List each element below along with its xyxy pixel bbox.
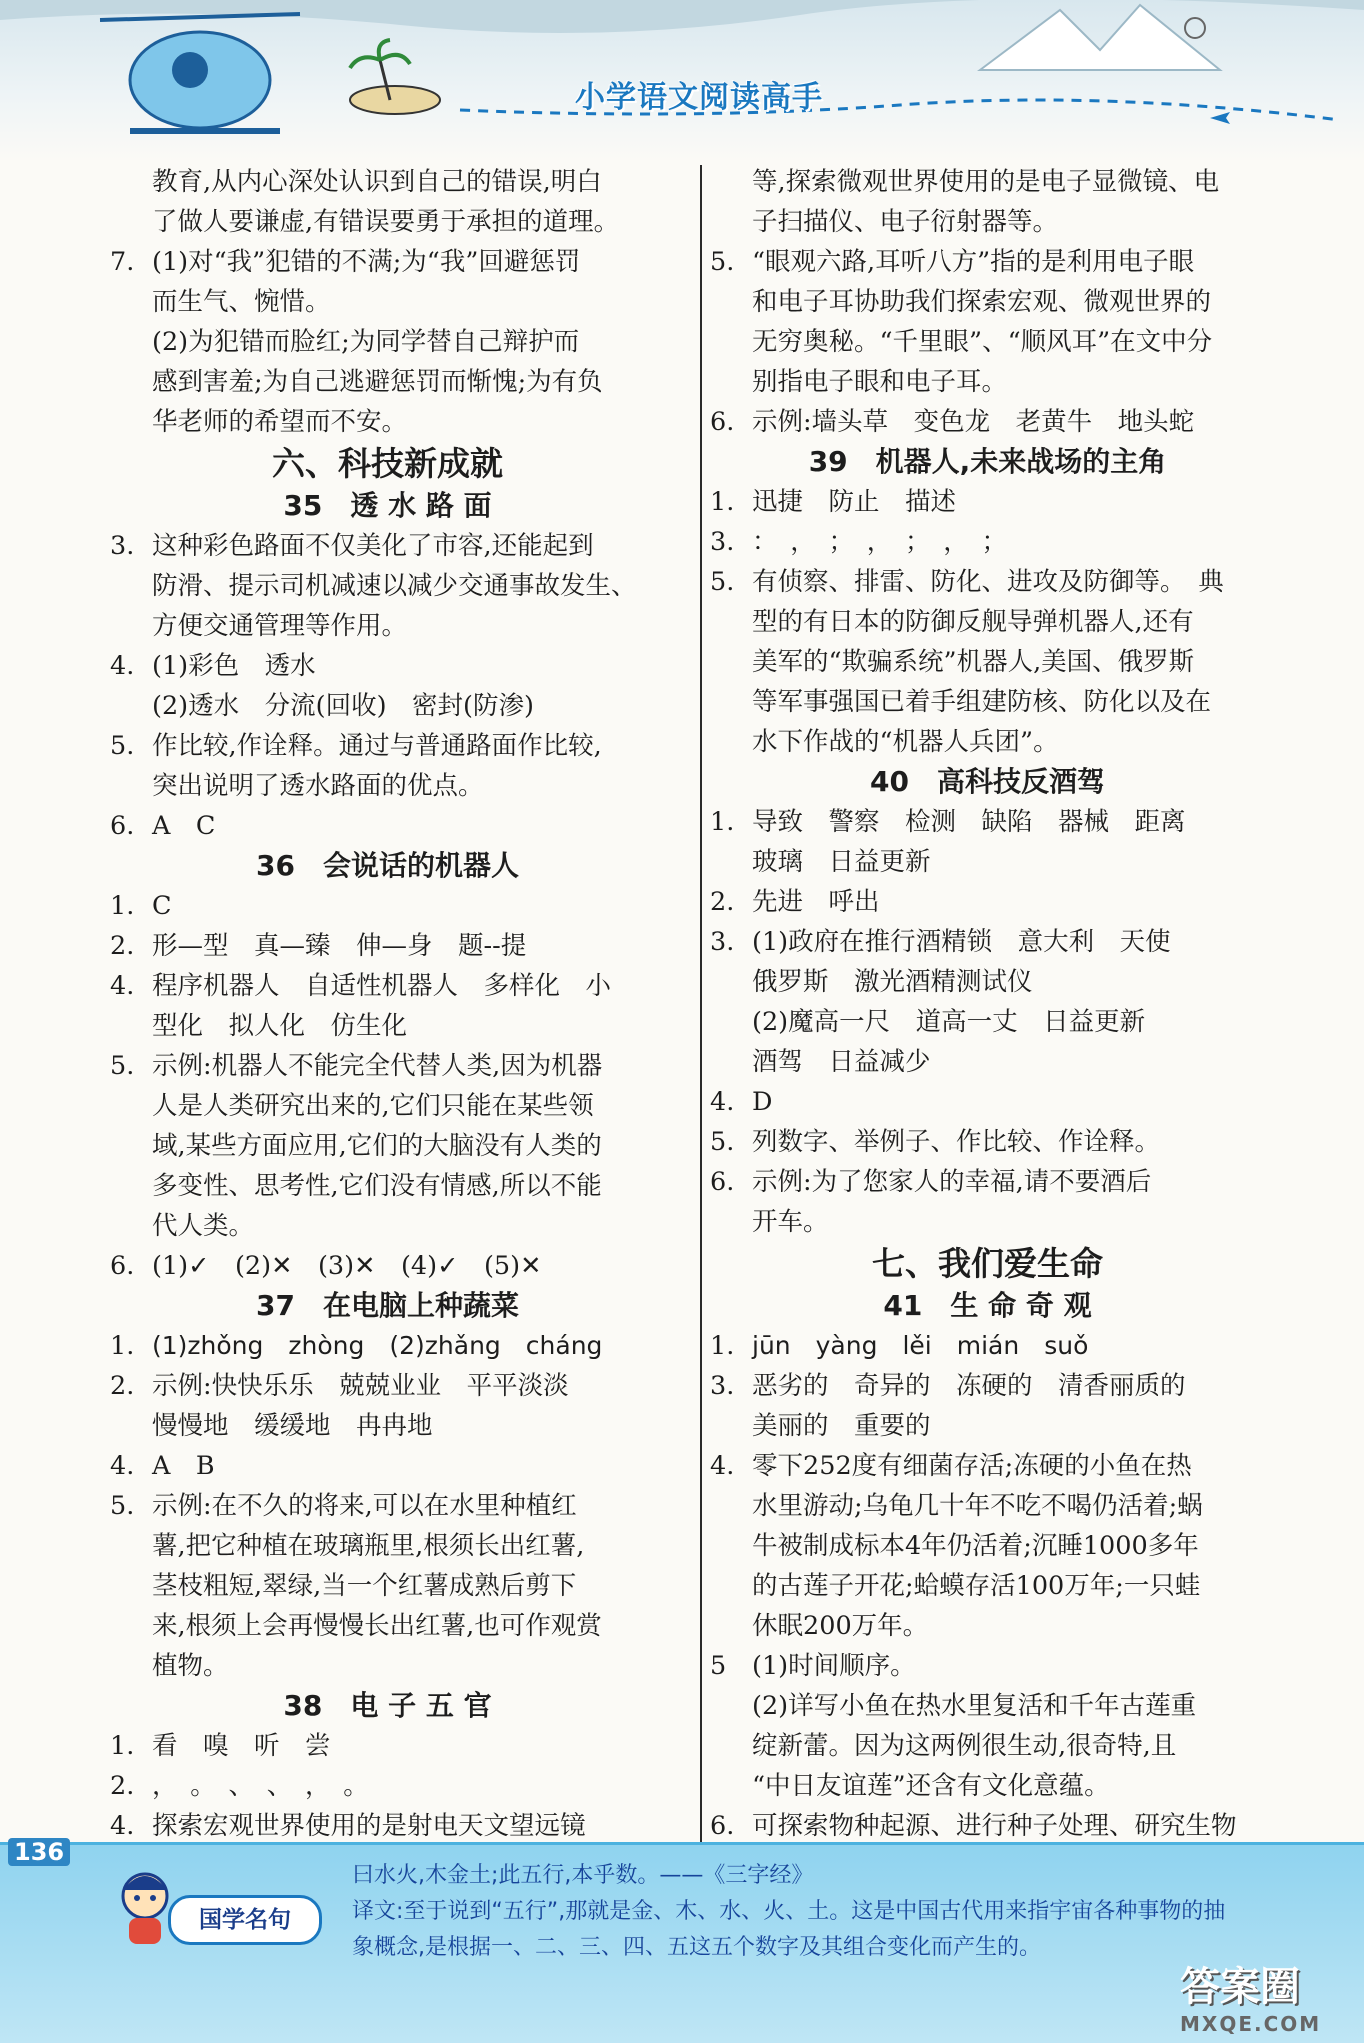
- watermark: [1180, 1955, 1321, 2036]
- text-line: 美丽的 重要的: [752, 1411, 931, 1441]
- text-line: 域,某些方面应用,它们的大脑没有人类的: [152, 1131, 602, 1161]
- item-number: 4.: [110, 1451, 135, 1481]
- text-line: 别指电子眼和电子耳。: [752, 367, 1008, 397]
- item-number: 5: [710, 1651, 727, 1681]
- answer-item: [710, 1162, 1265, 1242]
- item-number: 1.: [710, 487, 735, 517]
- answer-item: [110, 242, 665, 442]
- item-number: 2.: [710, 887, 735, 917]
- answer-item: [710, 522, 1265, 562]
- text-line: (2)透水 分流(回收) 密封(防渗): [152, 691, 534, 721]
- answer-item: [110, 1366, 665, 1446]
- text-line: 示例:为了您家人的幸福,请不要酒后: [752, 1167, 1152, 1197]
- text-line: 防滑、提示司机减速以减少交通事故发生、: [152, 571, 637, 601]
- text-line: A C: [152, 811, 216, 841]
- answer-item: [110, 1246, 665, 1286]
- answer-item: [710, 1646, 1265, 1806]
- footer-quote-block: [352, 1858, 1272, 1966]
- text-line: 玻璃 日益更新: [752, 847, 931, 877]
- item-number: 1.: [110, 1731, 135, 1761]
- item-number: 1.: [110, 891, 135, 921]
- text-line: (1)政府在推行酒精锁 意大利 天使: [752, 927, 1171, 957]
- lesson-title: 36 会说话的机器人: [256, 849, 519, 882]
- item-number: 4.: [710, 1451, 735, 1481]
- text-line: 水里游动;乌龟几十年不吃不喝仍活着;蜗: [752, 1491, 1203, 1521]
- item-number: 3.: [710, 927, 735, 957]
- quote-line: 曰水火,木金土;此五行,本乎数。——《三字经》: [352, 1863, 814, 1888]
- text-line: 慢慢地 缓缓地 冉冉地: [152, 1411, 433, 1441]
- item-number: 6.: [710, 1811, 735, 1841]
- text-line: (1)zhǒng zhòng (2)zhǎng cháng: [152, 1331, 603, 1360]
- text-line: 型化 拟人化 仿生化: [152, 1011, 408, 1041]
- text-line: 探索宏观世界使用的是射电天文望远镜: [152, 1811, 586, 1841]
- text-line: 形—型 真—臻 伸—身 题--提: [152, 931, 527, 961]
- text-line: 迅捷 防止 描述: [752, 487, 957, 517]
- item-number: 3.: [110, 531, 135, 561]
- answer-item: [710, 1806, 1265, 1846]
- text-line: 子扫描仪、电子衍射器等。: [752, 207, 1059, 237]
- text-line: (1)时间顺序。: [752, 1651, 916, 1681]
- answer-item: [710, 1366, 1265, 1446]
- text-line: 等,探索微观世界使用的是电子显微镜、电: [752, 167, 1220, 197]
- answer-item: [110, 1806, 665, 1846]
- answer-item: [710, 242, 1265, 402]
- text-line: 感到害羞;为自己逃避惩罚而惭愧;为有负: [152, 367, 603, 397]
- text-line: jūn yàng lěi mián suǒ: [752, 1331, 1089, 1360]
- answer-item: [710, 1122, 1265, 1162]
- answer-item: [110, 726, 665, 806]
- item-number: 1.: [710, 1331, 735, 1361]
- text-line: 可探索物种起源、进行种子处理、研究生物: [752, 1811, 1237, 1841]
- text-line: 教育,从内心深处认识到自己的错误,明白: [152, 167, 602, 197]
- text-line: 示例:墙头草 变色龙 老黄牛 地头蛇: [752, 407, 1195, 437]
- item-number: 5.: [710, 1127, 735, 1157]
- text-line: 人是人类研究出来的,它们只能在某些领: [152, 1091, 594, 1121]
- answer-item: [110, 886, 665, 926]
- item-number: 5.: [710, 567, 735, 597]
- item-number: 2.: [110, 1771, 135, 1801]
- text-line: (2)为犯错而脸红;为同学替自己辩护而: [152, 327, 580, 357]
- lesson-title: 35 透 水 路 面: [283, 489, 492, 522]
- text-line: 和电子耳协助我们探索宏观、微观世界的: [752, 287, 1212, 317]
- text-line: ， 。 、 、 ， 。: [152, 1771, 369, 1801]
- text-line: D: [752, 1087, 773, 1117]
- answer-item: [710, 1326, 1265, 1366]
- answer-item: [110, 1326, 665, 1366]
- column-divider: [700, 165, 702, 1845]
- answer-item: [110, 1446, 665, 1486]
- text-line: 恶劣的 奇异的 冻硬的 清香丽质的: [752, 1371, 1186, 1401]
- text-line: 华老师的希望而不安。: [152, 407, 408, 437]
- item-number: 2.: [110, 1371, 135, 1401]
- text-line: (1)彩色 透水: [152, 651, 316, 681]
- text-line: 列数字、举例子、作比较、作诠释。: [752, 1127, 1161, 1157]
- answer-item: [110, 646, 665, 726]
- answer-item: [110, 526, 665, 646]
- answer-item: [110, 966, 665, 1046]
- text-line: 的古莲子开花;蛤蟆存活100万年;一只蛙: [752, 1571, 1201, 1601]
- item-number: 3.: [710, 527, 735, 557]
- item-number: 6.: [110, 811, 135, 841]
- translation-line: 译文:至于说到“五行”,那就是金、木、水、火、土。这是中国古代用来指宇宙各种事物的抽: [352, 1899, 1226, 1924]
- text-line: 无穷奥秘。“千里眼”、“顺风耳”在文中分: [752, 327, 1213, 357]
- text-line: 而生气、惋惜。: [152, 287, 331, 317]
- answer-item: [110, 1046, 665, 1246]
- guoxue-badge: 国学名句: [168, 1895, 322, 1945]
- watermark-url: MXQE.COM: [1180, 2012, 1322, 2036]
- text-line: 绽新蕾。因为这两例很生动,很奇特,且: [752, 1731, 1177, 1761]
- text-line: 先进 呼出: [752, 887, 880, 917]
- item-number: 4.: [110, 1811, 135, 1841]
- text-line: 示例:快快乐乐 兢兢业业 平平淡淡: [152, 1371, 569, 1401]
- text-line: (1)✓ (2)✕ (3)✕ (4)✓ (5)✕: [152, 1251, 542, 1281]
- text-line: 代人类。: [152, 1211, 255, 1241]
- text-line: (2)魔高一尺 道高一丈 日益更新: [752, 1007, 1146, 1037]
- item-number: 4.: [110, 651, 135, 681]
- text-line: 休眠200万年。: [752, 1611, 929, 1641]
- text-line: 突出说明了透水路面的优点。: [152, 771, 484, 801]
- item-number: 3.: [710, 1371, 735, 1401]
- text-line: 多变性、思考性,它们没有情感,所以不能: [152, 1171, 602, 1201]
- page-number: 136: [8, 1838, 70, 1866]
- palm-island-icon: [350, 40, 440, 114]
- item-number: 5.: [110, 731, 135, 761]
- page-header: [0, 0, 1364, 160]
- section-title: 七、我们爱生命: [872, 1244, 1103, 1283]
- text-line: 植物。: [152, 1651, 229, 1681]
- item-number: 2.: [110, 931, 135, 961]
- lesson-title: 37 在电脑上种蔬菜: [256, 1289, 519, 1322]
- answer-item: [710, 482, 1265, 522]
- item-number: 5.: [110, 1491, 135, 1521]
- lesson-title: 38 电 子 五 官: [283, 1689, 492, 1722]
- text-line: 零下252度有细菌存活;冻硬的小鱼在热: [752, 1451, 1192, 1481]
- lesson-title: 39 机器人,未来战场的主角: [808, 445, 1167, 478]
- right-column: [710, 162, 1265, 1846]
- item-number: 4.: [110, 971, 135, 1001]
- answer-item: [110, 1486, 665, 1686]
- text-line: 薯,把它种植在玻璃瓶里,根须长出红薯,: [152, 1531, 585, 1561]
- section-title: 六、科技新成就: [272, 444, 503, 483]
- answer-item: [110, 1766, 665, 1806]
- text-line: 这种彩色路面不仅美化了市容,还能起到: [152, 531, 594, 561]
- text-line: 示例:机器人不能完全代替人类,因为机器: [152, 1051, 603, 1081]
- item-number: 6.: [110, 1251, 135, 1281]
- item-number: 6.: [710, 407, 735, 437]
- answer-item: [110, 1726, 665, 1766]
- text-line: 看 嗅 听 尝: [152, 1731, 331, 1761]
- brand-title: 小学语文阅读高手: [575, 80, 823, 115]
- item-number: 5.: [110, 1051, 135, 1081]
- translation-line: 象概念,是根据一、二、三、四、五这五个数字及其组合变化而产生的。: [352, 1935, 1041, 1960]
- text-line: ： ， ； ， ； ， ；: [752, 527, 1008, 557]
- text-line: 开车。: [752, 1207, 829, 1237]
- text-line: 方便交通管理等作用。: [152, 611, 408, 641]
- text-line: 有侦察、排雷、防化、进攻及防御等。 典: [752, 567, 1224, 597]
- text-line: 酒驾 日益减少: [752, 1047, 931, 1077]
- lesson-title: 41 生 命 奇 观: [883, 1289, 1092, 1322]
- answer-item: [710, 882, 1265, 922]
- text-line: 水下作战的“机器人兵团”。: [752, 727, 1059, 757]
- answer-item: [110, 806, 665, 846]
- text-line: A B: [152, 1451, 215, 1481]
- text-line: “中日友谊莲”还含有文化意蕴。: [752, 1771, 1110, 1801]
- item-number: 1.: [710, 807, 735, 837]
- item-number: 4.: [710, 1087, 735, 1117]
- text-line: (1)对“我”犯错的不满;为“我”回避惩罚: [152, 247, 581, 277]
- text-line: 了做人要谦虚,有错误要勇于承担的道理。: [152, 207, 620, 237]
- answer-item: [110, 926, 665, 966]
- watermark-logo: 答案圈: [1180, 1964, 1300, 2010]
- helicopter-icon: [100, 14, 300, 134]
- lesson-title: 40 高科技反酒驾: [870, 765, 1105, 798]
- text-line: C: [152, 891, 172, 921]
- answer-item: [710, 1446, 1265, 1646]
- item-number: 7.: [110, 247, 135, 277]
- text-line: 程序机器人 自适性机器人 多样化 小: [152, 971, 612, 1001]
- item-number: 1.: [110, 1331, 135, 1361]
- item-number: 6.: [710, 1167, 735, 1197]
- item-number: 5.: [710, 247, 735, 277]
- text-line: (2)详写小鱼在热水里复活和千年古莲重: [752, 1691, 1197, 1721]
- mascot-icon: [115, 1868, 175, 1948]
- text-line: 茎枝粗短,翠绿,当一个红薯成熟后剪下: [152, 1571, 577, 1601]
- text-line: 来,根须上会再慢慢长出红薯,也可作观赏: [152, 1611, 602, 1641]
- text-line: 导致 警察 检测 缺陷 器械 距离: [752, 807, 1186, 837]
- text-line: 俄罗斯 激光酒精测试仪: [752, 967, 1033, 997]
- answer-item: [710, 922, 1265, 1082]
- text-line: 型的有日本的防御反舰导弹机器人,还有: [752, 607, 1194, 637]
- answer-item: [710, 562, 1265, 762]
- text-line: 美军的“欺骗系统”机器人,美国、俄罗斯: [752, 647, 1195, 677]
- text-line: “眼观六路,耳听八方”指的是利用电子眼: [752, 247, 1195, 277]
- answer-item: [710, 802, 1265, 882]
- answer-item: [710, 1082, 1265, 1122]
- text-line: 示例:在不久的将来,可以在水里种植红: [152, 1491, 577, 1521]
- text-line: 牛被制成标本4年仍活着;沉睡1000多年: [752, 1531, 1199, 1561]
- text-line: 等军事强国已着手组建防核、防化以及在: [752, 687, 1212, 717]
- text-line: 作比较,作诠释。通过与普通路面作比较,: [152, 731, 602, 761]
- left-column: [110, 162, 665, 1846]
- answer-item: [710, 402, 1265, 442]
